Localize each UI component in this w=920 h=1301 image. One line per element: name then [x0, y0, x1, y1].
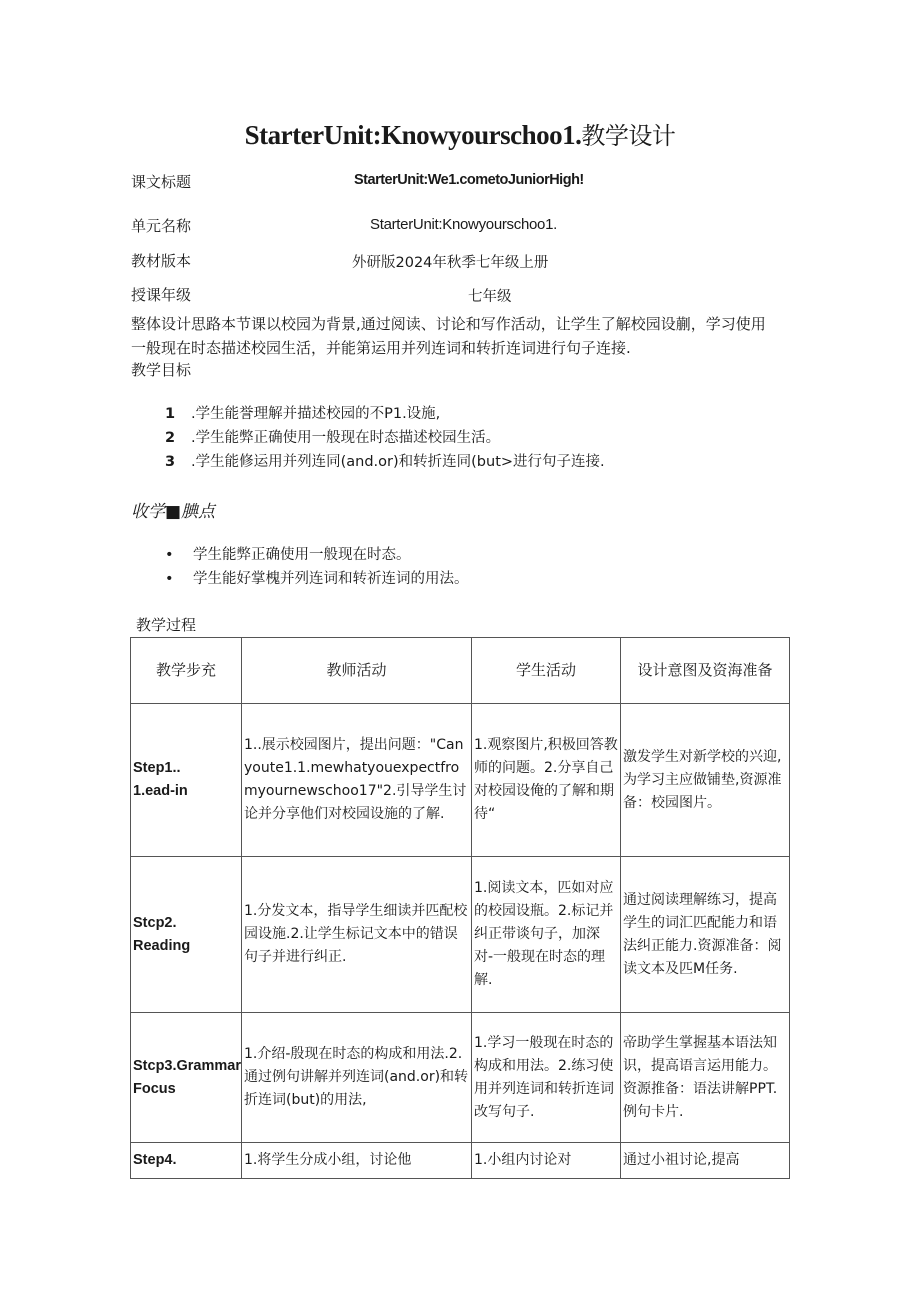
- teaching-process-table: [130, 637, 790, 1179]
- teacher-activity-cell: 1.介绍-殷现在时态的构成和用法.2.通过例句讲解并列连词(and.or)和转折连词(but)的用法,: [242, 1013, 472, 1143]
- objective-text: .学生能修运用并列连同(and.or)和转折连同(but>进行句子连接.: [191, 454, 605, 470]
- table-row: [131, 1143, 790, 1179]
- objective-number: 2: [165, 430, 176, 446]
- process-heading: 教学过程: [136, 616, 197, 634]
- student-activity-cell: 1.观察图片,积极回答教师的问题。2.分享自己对校园设俺的了解和期待“: [472, 704, 621, 857]
- keypoint-item: [165, 567, 469, 588]
- teacher-activity-cell: 1.将学生分成小组，讨论他: [242, 1143, 472, 1179]
- design-intent-cell: 帝助学生掌握基本语法知识，提高语言运用能力。资源推备：语法讲解PPT. 例句卡片.: [621, 1013, 790, 1143]
- step-cell: Stcp3.Grammar Focus: [131, 1013, 242, 1143]
- keypoint-text: 学生能弊正确使用一般现在时态。: [193, 547, 411, 563]
- info-label-edition: 教材版本: [131, 252, 192, 270]
- objective-item: [165, 426, 500, 447]
- keypoint-text: 学生能好掌槐并列连词和转祈连词的用法。: [193, 571, 469, 587]
- info-value-grade: 七年级: [468, 289, 512, 305]
- title-english: StarterUnit:Knowyourschoo1.: [244, 120, 582, 150]
- objectives-heading: 教学目标: [131, 361, 192, 379]
- info-value-edition: 外研版2024年秋季七年级上册: [352, 255, 549, 271]
- teacher-activity-cell: 1.分发文本，指导学生细读并匹配校园设施.2.让学生标记文本中的错误句子并进行纠正.: [242, 857, 472, 1013]
- bullet-icon: •: [165, 571, 174, 587]
- objective-text: .学生能弊正确使用一般现在时态描述校园生活。: [191, 430, 501, 446]
- overall-design-line-2: 一般现在时态描述校园生活，并能第运用并列连词和转折连词进行句子连接.: [131, 339, 631, 357]
- info-value-unit-name: StarterUnit:Knowyourschoo1.: [370, 216, 557, 233]
- objective-number: 3: [165, 454, 176, 470]
- info-label-lesson-title: 课文标题: [131, 173, 192, 191]
- header-student-activity: 学生活动: [472, 638, 621, 704]
- table-row: [131, 1013, 790, 1143]
- info-label-unit-name: 单元名称: [131, 217, 192, 235]
- objective-text: .学生能誉理解并描述校园的不P1.设施,: [191, 406, 441, 422]
- bullet-icon: •: [165, 547, 174, 563]
- teacher-activity-cell: 1..展示校园图片，提出问题："Canyoute1.1.mewhatyouexpectfromyournewschoo17"2.引导学生讨论并分享他们对校园设施的了解.: [242, 704, 472, 857]
- design-intent-cell: 通过阅读理解练习，提高学生的词汇匹配能力和语法纠正能力.资源准备：阅读文本及匹M任务.: [621, 857, 790, 1013]
- student-activity-cell: 1.小组内讨论对: [472, 1143, 621, 1179]
- overall-design-line-1: 整体设计思路本节课以校园为背景,通过阅读、讨论和写作活动，让学生了解校园设蒯，学习使用: [131, 315, 766, 333]
- keypoints-heading: 收学■腆点: [131, 502, 216, 522]
- objective-item: [165, 402, 440, 423]
- objective-number: 1: [165, 406, 176, 422]
- info-value-lesson-title: StarterUnit:We1.cometoJuniorHigh!: [354, 172, 584, 188]
- step-cell: Step4.: [131, 1143, 242, 1179]
- student-activity-cell: 1.阅读文本，匹如对应的校园设瓶。2.标记并纠正带谈句子，加深对-一般现在时态的理解.: [472, 857, 621, 1013]
- header-step: 教学步充: [131, 638, 242, 704]
- step-cell: Step1.. 1.ead-in: [131, 704, 242, 857]
- objective-item: [165, 450, 605, 471]
- design-intent-cell: 激发学生对新学校的兴迎,为学习主应做铺垫,资源准备：校园图片。: [621, 704, 790, 857]
- header-teacher-activity: 教师活动: [242, 638, 472, 704]
- table-row: [131, 857, 790, 1013]
- document-title: [0, 116, 920, 151]
- step-cell: Stcp2. Reading: [131, 857, 242, 1013]
- header-design-intent: 设计意图及资海准备: [621, 638, 790, 704]
- table-header-row: [131, 638, 790, 704]
- keypoint-item: [165, 543, 411, 564]
- student-activity-cell: 1.学习一般现在时态的构成和用法。2.练习使用并列连词和转折连词改写句子.: [472, 1013, 621, 1143]
- table-row: [131, 704, 790, 857]
- info-label-grade: 授课年级: [131, 286, 192, 304]
- design-intent-cell: 通过小祖讨论,提高: [621, 1143, 790, 1179]
- title-chinese: 教学设计: [581, 122, 676, 150]
